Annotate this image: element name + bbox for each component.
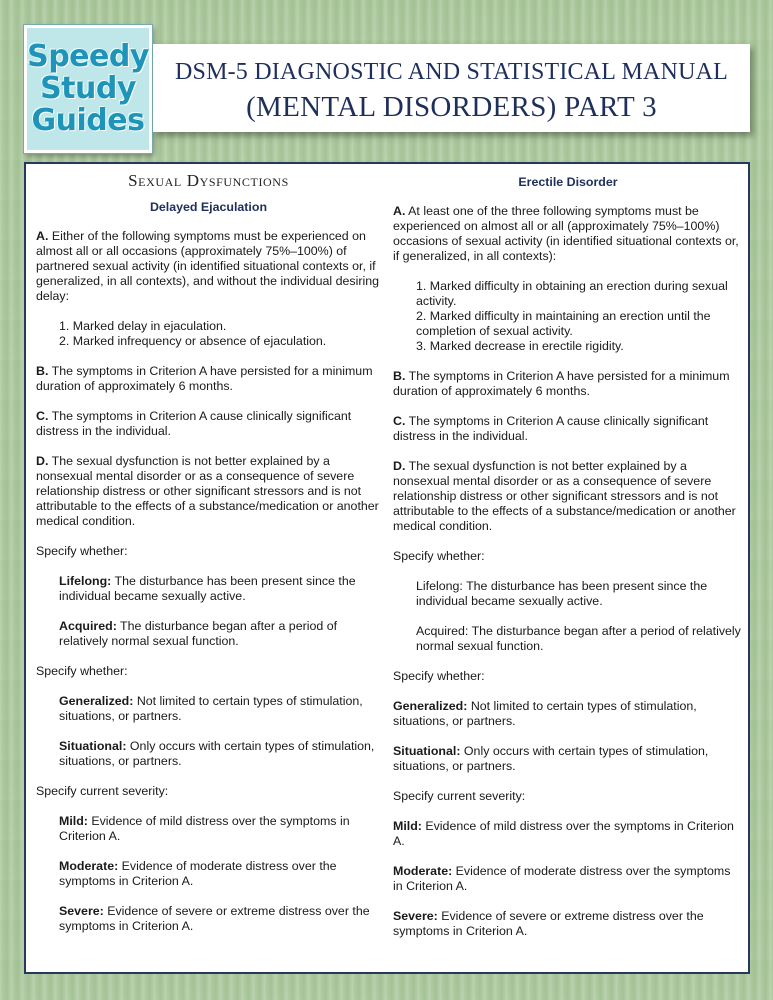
situational-label: Situational: [393, 744, 461, 758]
criterion-d-text: The sexual dysfunction is not better explained by a nonsexual mental disorder or as a consequence of severe relationship distress or other significant stressors and is not attributable to the effects of a substance/medication or another medical condition. [393, 459, 736, 533]
logo-line-2: Study [40, 71, 136, 106]
specify-whether-1: Specify whether: [393, 549, 485, 563]
lifelong-specifier: Lifelong: The disturbance has been present since the individual became sexually active. [416, 579, 708, 608]
criterion-b [36, 364, 381, 394]
mild-severity [393, 819, 743, 849]
situational-text: Only occurs with certain types of stimulation, situations, or partners. [393, 744, 709, 773]
page-title-line-1: DSM-5 DIAGNOSTIC AND STATISTICAL MANUAL [175, 59, 728, 85]
erectile-disorder-heading: Erectile Disorder [518, 175, 618, 189]
criterion-b-text: The symptoms in Criterion A have persisted for a minimum duration of approximately 6 months. [36, 364, 373, 393]
criterion-a-text: At least one of the three following symptoms must be experienced on almost all or all (approximately 75%–100%) occasions of sexual activity (in identified situational contexts or, if generalized, in all contexts): [393, 204, 739, 263]
logo-line-3: Guides [31, 103, 145, 138]
criterion-a [393, 204, 743, 264]
criterion-c-text: The symptoms in Criterion A cause clinically significant distress in the individual. [393, 414, 709, 443]
mild-label: Mild: [393, 819, 422, 833]
criterion-a-label: A. [393, 204, 406, 218]
severe-text: Evidence of severe or extreme distress over the symptoms in Criterion A. [393, 909, 704, 938]
generalized-label: Generalized: [393, 699, 468, 713]
specify-whether-1: Specify whether: [36, 544, 128, 558]
criterion-a [36, 229, 381, 304]
lifelong-specifier [36, 574, 381, 604]
generalized-specifier [393, 699, 743, 729]
criterion-a-label: A. [36, 229, 49, 243]
criterion-a-item-2: 2. Marked infrequency or absence of ejaculation. [59, 334, 327, 348]
moderate-severity [36, 859, 381, 889]
severe-label: Severe: [393, 909, 438, 923]
criterion-b-text: The symptoms in Criterion A have persisted for a minimum duration of approximately 6 months. [393, 369, 730, 398]
moderate-severity [393, 864, 743, 894]
criterion-c [36, 409, 381, 439]
criterion-a-item-1: 1. Marked delay in ejaculation. [59, 319, 227, 333]
moderate-label: Moderate: [59, 859, 119, 873]
acquired-specifier: Acquired: The disturbance began after a period of relatively normal sexual function. [416, 624, 741, 653]
criterion-d [36, 454, 381, 529]
specify-severity: Specify current severity: [393, 789, 526, 803]
situational-specifier [393, 744, 743, 774]
criterion-d-label: D. [36, 454, 49, 468]
generalized-label: Generalized: [59, 694, 134, 708]
specify-whether-2: Specify whether: [393, 669, 485, 683]
right-column [393, 164, 743, 939]
criterion-b-label: B. [36, 364, 49, 378]
generalized-specifier [36, 694, 381, 724]
mild-text: Evidence of mild distress over the symptoms in Criterion A. [59, 814, 350, 843]
criterion-d-label: D. [393, 459, 406, 473]
criterion-b-label: B. [393, 369, 406, 383]
criterion-c-label: C. [36, 409, 49, 423]
left-column [36, 164, 381, 934]
delayed-ejaculation-heading: Delayed Ejaculation [149, 200, 268, 214]
situational-text: Only occurs with certain types of stimulation, situations, or partners. [59, 739, 375, 768]
severe-severity [36, 904, 381, 934]
specify-severity: Specify current severity: [36, 784, 169, 798]
moderate-text: Evidence of moderate distress over the symptoms in Criterion A. [393, 864, 731, 893]
criterion-c-label: C. [393, 414, 406, 428]
mild-severity [36, 814, 381, 844]
page-title-banner [153, 44, 750, 132]
speedy-study-guides-logo [24, 25, 152, 153]
acquired-text: The disturbance began after a period of relatively normal sexual function. [59, 619, 338, 648]
criterion-a-text: Either of the following symptoms must be experienced on almost all or all occasions (approximately 75%–100%) of partnered sexual activity (in identified situational contexts or, if generalized, in all contexts), and without the individual desiring delay: [36, 229, 380, 303]
mild-text: Evidence of mild distress over the symptoms in Criterion A. [393, 819, 734, 848]
acquired-specifier [36, 619, 381, 649]
moderate-label: Moderate: [393, 864, 453, 878]
criterion-a-item-3: 3. Marked decrease in erectile rigidity. [416, 339, 624, 353]
generalized-text: Not limited to certain types of stimulation, situations, or partners. [393, 699, 697, 728]
criterion-c-text: The symptoms in Criterion A cause clinically significant distress in the individual. [36, 409, 352, 438]
situational-label: Situational: [59, 739, 127, 753]
generalized-text: Not limited to certain types of stimulation, situations, or partners. [59, 694, 363, 723]
mild-label: Mild: [59, 814, 88, 828]
criterion-a-item-1: 1. Marked difficulty in obtaining an erection during sexual activity. [416, 279, 728, 308]
criterion-b [393, 369, 743, 399]
moderate-text: Evidence of moderate distress over the symptoms in Criterion A. [59, 859, 337, 888]
specify-whether-2: Specify whether: [36, 664, 128, 678]
severe-text: Evidence of severe or extreme distress over the symptoms in Criterion A. [59, 904, 370, 933]
lifelong-label: Lifelong: [59, 574, 112, 588]
criterion-a-item-2: 2. Marked difficulty in maintaining an erection until the completion of sexual activity. [416, 309, 711, 338]
criterion-d-text: The sexual dysfunction is not better explained by a nonsexual mental disorder or as a consequence of severe relationship distress or other significant stressors and is not attributable to the effects of a substance/medication or another medical condition. [36, 454, 379, 528]
page-title-line-2: (MENTAL DISORDERS) PART 3 [246, 91, 657, 123]
situational-specifier [36, 739, 381, 769]
section-heading: Sexual Dysfunctions [128, 171, 289, 190]
content-panel [24, 162, 750, 974]
acquired-label: Acquired: [59, 619, 117, 633]
lifelong-text: The disturbance has been present since the individual became sexually active. [59, 574, 356, 603]
severe-severity [393, 909, 743, 939]
criterion-c [393, 414, 743, 444]
logo-line-1: Speedy [27, 39, 149, 74]
criterion-d [393, 459, 743, 534]
severe-label: Severe: [59, 904, 104, 918]
